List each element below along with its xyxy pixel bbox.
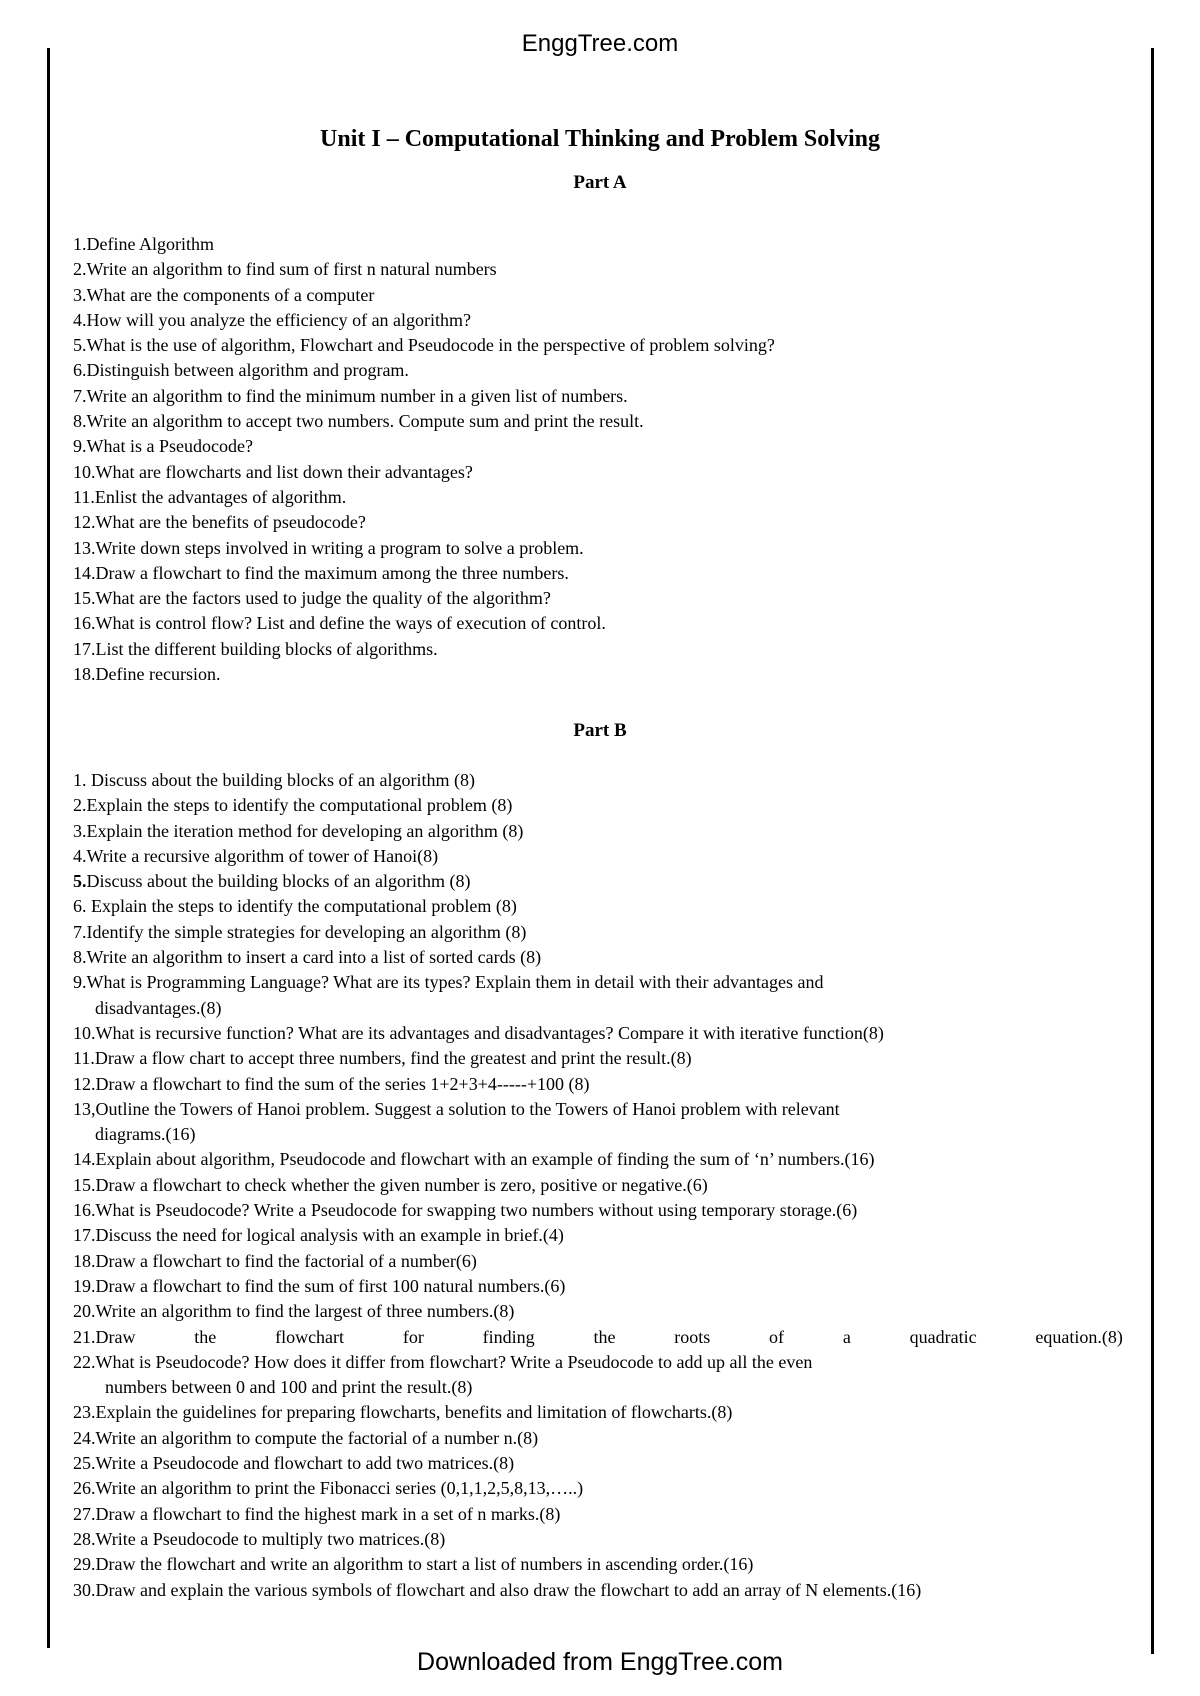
list-item: 25.Write a Pseudocode and flowchart to add two matrices.(8) — [73, 1453, 515, 1474]
list-item: 29.Draw the flowchart and write an algorithm to start a list of numbers in ascending order.(16) — [73, 1554, 754, 1575]
list-item: 22.What is Pseudocode? How does it differ from flowchart? Write a Pseudocode to add up all the even — [73, 1351, 813, 1372]
list-item: 7.Identify the simple strategies for developing an algorithm (8) — [73, 921, 527, 942]
list-item: 4.Write a recursive algorithm of tower of Hanoi(8) — [73, 845, 439, 866]
list-item: 8.Write an algorithm to accept two numbers. Compute sum and print the result. — [73, 411, 644, 432]
list-item: 9.What is a Pseudocode? — [73, 436, 253, 457]
left-border-rule — [47, 48, 50, 1648]
word: 21.Draw — [73, 1326, 136, 1347]
word: equation.(8) — [1035, 1326, 1123, 1347]
list-item: 13,Outline the Towers of Hanoi problem. Suggest a solution to the Towers of Hanoi problem with relevant — [73, 1098, 840, 1119]
list-item: 15.Draw a flowchart to check whether the given number is zero, positive or negative.(6) — [73, 1174, 708, 1195]
item-text: Discuss about the building blocks of an algorithm (8) — [86, 871, 471, 892]
list-item: 10.What is recursive function? What are its advantages and disadvantages? Compare it with iterative function(8) — [73, 1022, 884, 1043]
word: of — [769, 1326, 785, 1347]
list-item: 2.Write an algorithm to find sum of first n natural numbers — [73, 259, 497, 280]
word: flowchart — [275, 1326, 345, 1347]
word: finding — [482, 1326, 535, 1347]
list-item: 14.Explain about algorithm, Pseudocode and flowchart with an example of finding the sum of ‘n’ numbers.(16) — [73, 1149, 875, 1170]
list-item: 27.Draw a flowchart to find the highest mark in a set of n marks.(8) — [73, 1503, 561, 1524]
list-item: 12.What are the benefits of pseudocode? — [73, 512, 366, 533]
list-item: 19.Draw a flowchart to find the sum of first 100 natural numbers.(6) — [73, 1275, 566, 1296]
word: a — [842, 1326, 851, 1347]
word: the — [194, 1326, 217, 1347]
word: for — [402, 1326, 424, 1347]
list-item: 18.Draw a flowchart to find the factorial of a number(6) — [73, 1250, 477, 1271]
list-item: 4.How will you analyze the efficiency of an algorithm? — [73, 309, 472, 330]
list-item: 8.Write an algorithm to insert a card into a list of sorted cards (8) — [73, 947, 542, 968]
list-item: 12.Draw a flowchart to find the sum of the series 1+2+3+4-----+100 (8) — [73, 1073, 590, 1094]
list-item: 1. Discuss about the building blocks of an algorithm (8) — [73, 770, 475, 790]
list-item: 11.Draw a flow chart to accept three numbers, find the greatest and print the result.(8) — [73, 1048, 692, 1069]
list-item: 16.What is Pseudocode? Write a Pseudocode for swapping two numbers without using temporary storage.(6) — [73, 1200, 858, 1221]
list-item: 7.Write an algorithm to find the minimum number in a given list of numbers. — [73, 385, 628, 406]
list-item: 23.Explain the guidelines for preparing flowcharts, benefits and limitation of flowcharts.(8) — [73, 1402, 733, 1423]
list-item: 17.List the different building blocks of algorithms. — [73, 638, 438, 659]
word: roots — [674, 1326, 711, 1347]
list-item-continuation: disadvantages.(8) — [95, 997, 222, 1018]
list-item: 2.Explain the steps to identify the computational problem (8) — [73, 795, 513, 816]
list-item: 3.What are the components of a computer — [73, 284, 375, 305]
part-b-heading: Part B — [573, 720, 627, 741]
list-item: 6.Distinguish between algorithm and program. — [73, 360, 409, 381]
list-item-continuation: numbers between 0 and 100 and print the result.(8) — [105, 1377, 473, 1398]
list-item: 3.Explain the iteration method for developing an algorithm (8) — [73, 820, 524, 841]
list-item: 26.Write an algorithm to print the Fibonacci series (0,1,1,2,5,8,13,…..) — [73, 1478, 584, 1499]
unit-title: Unit I – Computational Thinking and Problem Solving — [320, 126, 880, 152]
part-a-list — [73, 232, 1133, 687]
list-item — [73, 869, 1133, 894]
item-number-bold: 5. — [73, 871, 87, 892]
list-item: 5.What is the use of algorithm, Flowchart and Pseudocode in the perspective of problem solving? — [73, 335, 775, 356]
list-item: 16.What is control flow? List and define the ways of execution of control. — [73, 613, 606, 634]
site-header: EnggTree.com — [521, 30, 679, 57]
list-item: 13.Write down steps involved in writing a program to solve a problem. — [73, 537, 584, 558]
list-item: 18.Define recursion. — [73, 664, 221, 685]
word: the — [593, 1326, 616, 1347]
site-footer: Downloaded from EnggTree.com — [417, 1648, 783, 1676]
list-item: 11.Enlist the advantages of algorithm. — [73, 486, 347, 507]
list-item: 14.Draw a flowchart to find the maximum among the three numbers. — [73, 562, 569, 583]
part-a-heading: Part A — [573, 172, 627, 193]
part-b-list — [73, 768, 1133, 1603]
list-item: 17.Discuss the need for logical analysis with an example in brief.(4) — [73, 1225, 564, 1246]
list-item-justified — [73, 1325, 1123, 1350]
list-item-continuation: diagrams.(16) — [95, 1124, 196, 1145]
list-item: 6. Explain the steps to identify the computational problem (8) — [73, 896, 517, 917]
list-item: 1.Define Algorithm — [73, 234, 214, 254]
right-border-rule — [1151, 48, 1154, 1654]
list-item: 20.Write an algorithm to find the largest of three numbers.(8) — [73, 1301, 515, 1322]
list-item: 30.Draw and explain the various symbols of flowchart and also draw the flowchart to add an array of N elements.(16) — [73, 1579, 922, 1600]
list-item: 28.Write a Pseudocode to multiply two matrices.(8) — [73, 1528, 446, 1549]
list-item: 9.What is Programming Language? What are its types? Explain them in detail with their advantages and — [73, 972, 824, 993]
list-item: 10.What are flowcharts and list down their advantages? — [73, 461, 473, 482]
word: quadratic — [909, 1326, 977, 1347]
list-item: 15.What are the factors used to judge the quality of the algorithm? — [73, 588, 551, 609]
list-item: 24.Write an algorithm to compute the factorial of a number n.(8) — [73, 1427, 539, 1448]
